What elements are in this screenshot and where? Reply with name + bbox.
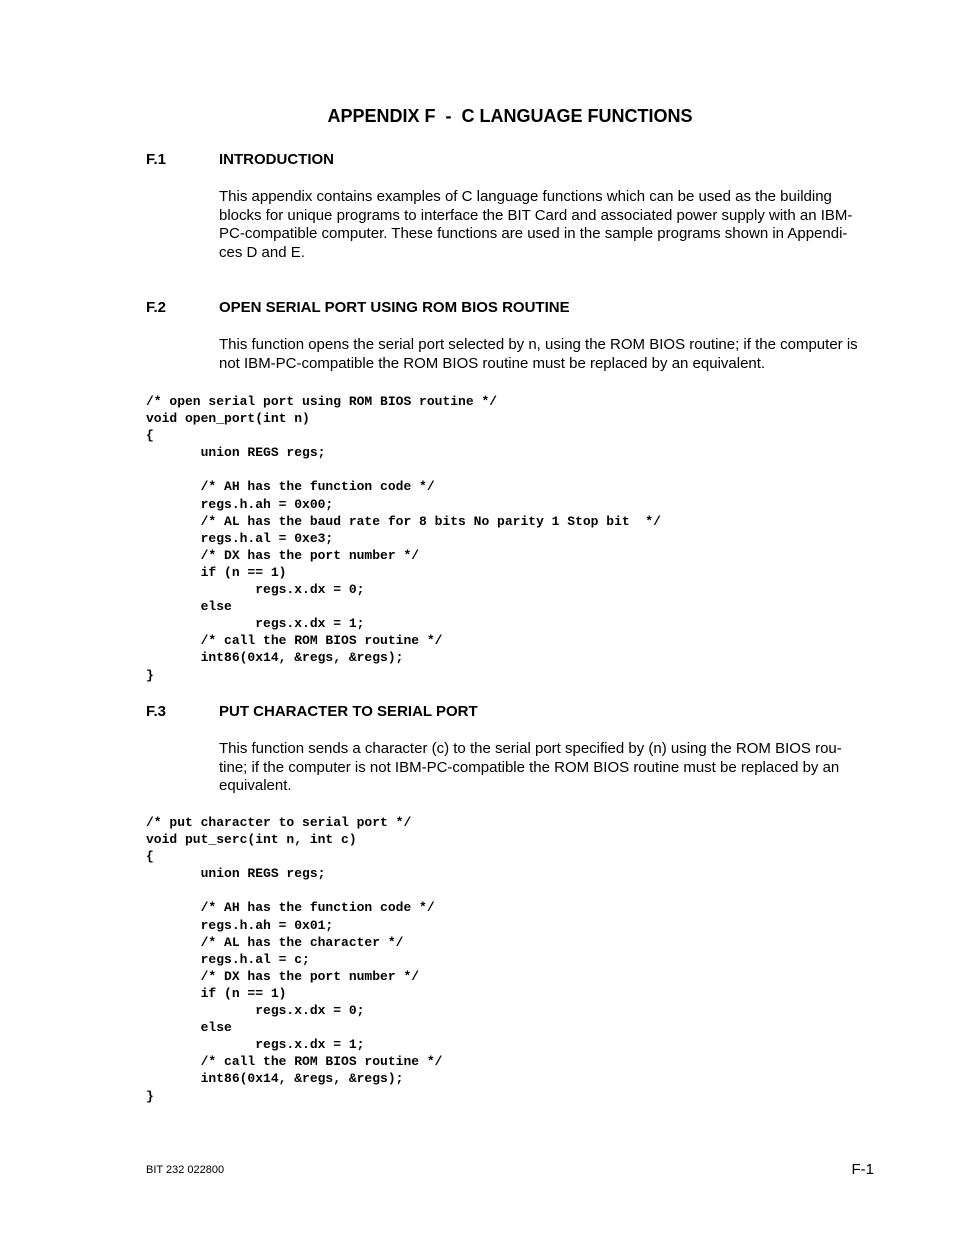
put-character-paragraph <box>219 740 879 796</box>
code-line: /* put character to serial port */ <box>146 815 412 830</box>
code-line <box>146 461 661 478</box>
code-line: } <box>146 1088 154 1104</box>
footer-document-id: BIT 232 022800 <box>146 1164 225 1176</box>
code-line: int86(0x14, &regs, &regs); <box>146 1071 404 1087</box>
code-line: else <box>146 1020 232 1036</box>
code-line <box>146 882 442 899</box>
code-line: regs.h.al = c; <box>146 951 310 967</box>
paragraph-line: ces D and E. <box>219 243 305 261</box>
paragraph-line: blocks for unique programs to interface the BIT Card and associated power supply with an IBM- <box>219 206 853 224</box>
section-heading-introduction: INTRODUCTION <box>219 151 334 168</box>
code-line: /* open serial port using ROM BIOS routine */ <box>146 394 498 409</box>
code-line: /* DX has the port number */ <box>146 968 420 984</box>
code-line: regs.h.ah = 0x01; <box>146 917 334 933</box>
open-port-paragraph <box>219 336 879 373</box>
paragraph-line: This function opens the serial port selected by n, using the ROM BIOS routine; if the computer is <box>219 336 858 353</box>
code-line: void open_port(int n) <box>146 411 310 427</box>
open-port-code-block <box>146 393 661 684</box>
code-line: if (n == 1) <box>146 564 287 580</box>
code-line: regs.h.al = 0xe3; <box>146 530 334 546</box>
code-line: /* AL has the character */ <box>146 934 404 950</box>
put-character-code-block <box>146 814 442 1105</box>
section-number-f3: F.3 <box>146 703 167 720</box>
code-line: /* call the ROM BIOS routine */ <box>146 633 443 649</box>
code-line: /* DX has the port number */ <box>146 547 420 563</box>
paragraph-line: This function sends a character (c) to the serial port specified by (n) using the ROM BIOS rou- <box>219 740 842 757</box>
introduction-paragraph <box>219 188 879 262</box>
code-line: int86(0x14, &regs, &regs); <box>146 650 404 666</box>
paragraph-line: equivalent. <box>219 777 292 795</box>
code-line: regs.x.dx = 0; <box>146 582 365 598</box>
footer-page-number: F-1 <box>851 1161 874 1178</box>
code-line: /* AH has the function code */ <box>146 900 435 916</box>
page-title: APPENDIX F - C LANGUAGE FUNCTIONS <box>327 106 693 126</box>
code-line: union REGS regs; <box>146 445 326 461</box>
paragraph-line: PC-compatible computer. These functions are used in the sample programs shown in Appendi- <box>219 225 848 243</box>
code-line: else <box>146 599 232 615</box>
section-number-f1: F.1 <box>146 151 167 168</box>
section-heading-put-character: PUT CHARACTER TO SERIAL PORT <box>219 703 478 720</box>
code-line: void put_serc(int n, int c) <box>146 832 357 848</box>
code-line: regs.x.dx = 1; <box>146 616 365 632</box>
code-line: regs.x.dx = 0; <box>146 1003 365 1019</box>
code-line: /* AL has the baud rate for 8 bits No parity 1 Stop bit */ <box>146 513 661 529</box>
code-line: /* AH has the function code */ <box>146 479 435 495</box>
section-heading-open-serial-port: OPEN SERIAL PORT USING ROM BIOS ROUTINE <box>219 299 570 316</box>
code-line: if (n == 1) <box>146 985 287 1001</box>
code-line: { <box>146 428 154 444</box>
code-line: regs.x.dx = 1; <box>146 1037 365 1053</box>
paragraph-line: This appendix contains examples of C language functions which can be used as the building <box>219 188 832 205</box>
paragraph-line: tine; if the computer is not IBM-PC-compatible the ROM BIOS routine must be replaced by an <box>219 758 840 776</box>
code-line: { <box>146 849 154 865</box>
section-number-f2: F.2 <box>146 299 167 316</box>
paragraph-line: not IBM-PC-compatible the ROM BIOS routine must be replaced by an equivalent. <box>219 354 766 372</box>
code-line: union REGS regs; <box>146 866 326 882</box>
code-line: regs.h.ah = 0x00; <box>146 496 334 512</box>
code-line: } <box>146 667 154 683</box>
code-line: /* call the ROM BIOS routine */ <box>146 1054 443 1070</box>
